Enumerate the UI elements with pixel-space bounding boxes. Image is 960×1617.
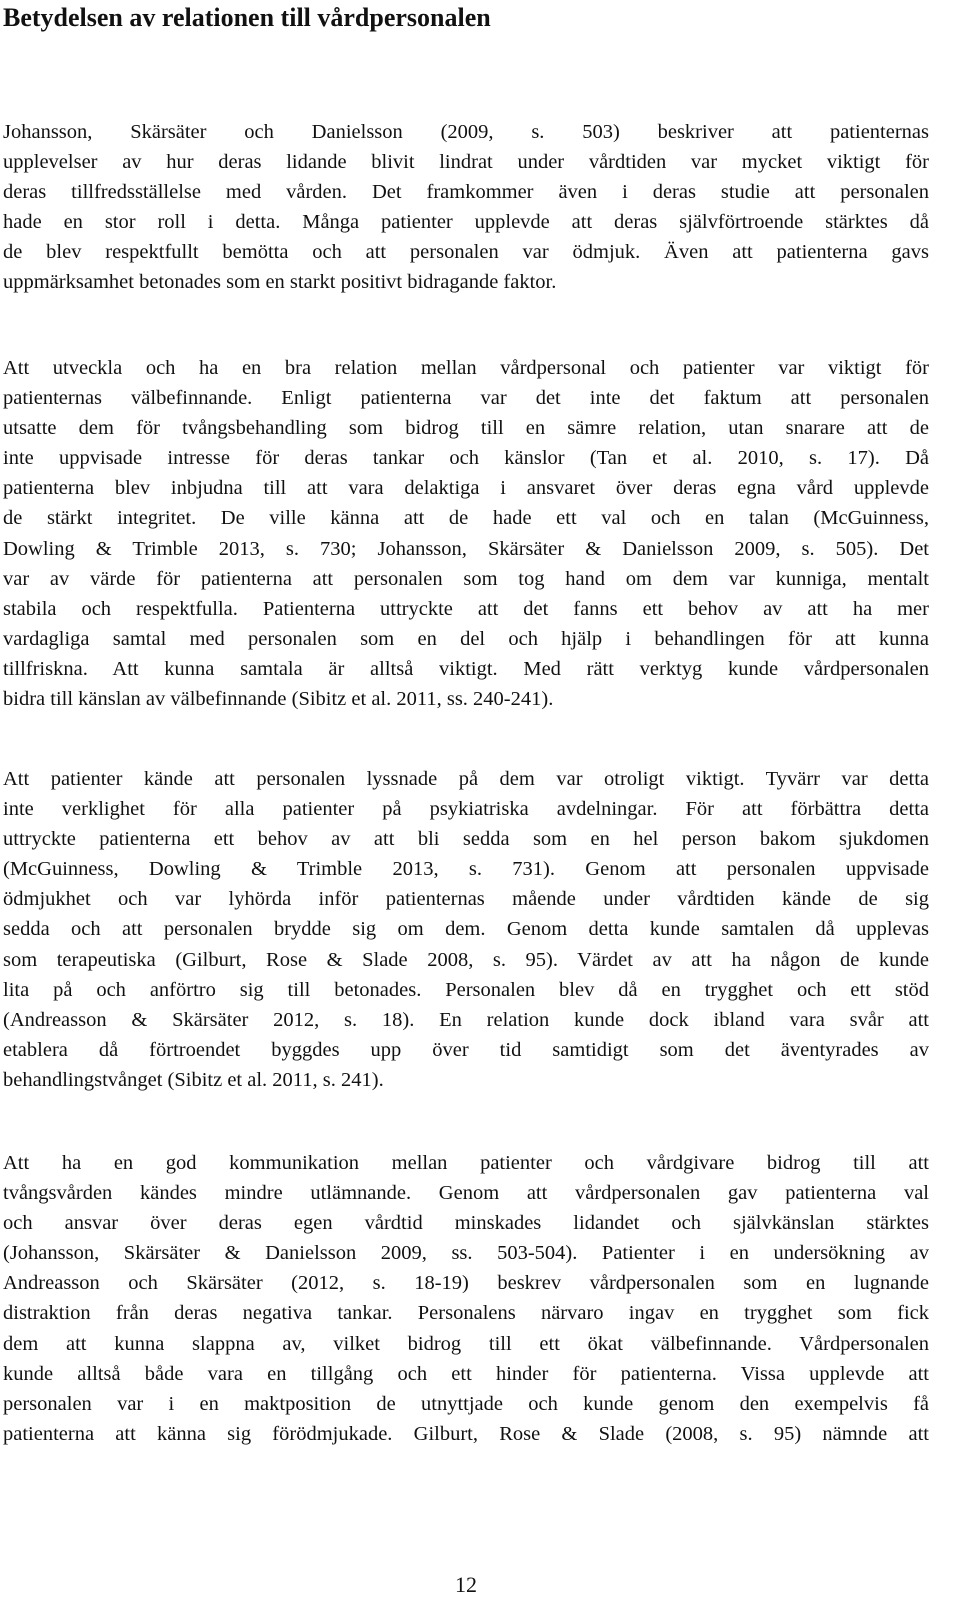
text-line: inte verklighet för alla patienter på psykiatriska avdelningar. För att förbättra detta (3, 798, 929, 821)
text-line: vardagliga samtal med personalen som en del och hjälp i behandlingen för att kunna (3, 627, 929, 650)
text-line: de blev respektfullt bemötta och att personalen var ödmjuk. Även att patienterna gavs (3, 241, 929, 264)
paragraph-4 (3, 1148, 929, 1449)
text-line: patienterna blev inbjudna till att vara delaktiga i ansvaret över deras egna vård upplevde (3, 477, 929, 500)
paragraph-3 (3, 764, 929, 1095)
text-line: hade en stor roll i detta. Många patienter upplevde att deras självförtroende stärktes då (3, 211, 929, 234)
text-line: patienternas välbefinnande. Enligt patienterna var det inte det faktum att personalen (3, 387, 929, 410)
text-line: personalen var i en maktposition de utnyttjade och kunde genom den exempelvis få (3, 1392, 929, 1415)
paragraph-2 (3, 353, 929, 714)
text-line: Att utveckla och ha en bra relation mellan vårdpersonal och patienter var viktigt för (3, 357, 929, 379)
paragraph-1 (3, 117, 929, 298)
text-line: Att ha en god kommunikation mellan patienter och vårdgivare bidrog till att (3, 1152, 929, 1174)
text-line: behandlingstvånget (Sibitz et al. 2011, s. 241). (3, 1068, 384, 1091)
text-line: patienterna att känna sig förödmjukade. Gilburt, Rose & Slade (2008, s. 95) nämnde att (3, 1422, 929, 1445)
text-line: uppmärksamhet betonades som en starkt positivt bidragande faktor. (3, 271, 557, 294)
text-line: etablera då förtroendet byggdes upp över tid samtidigt som det äventyrades av (3, 1038, 929, 1061)
text-line: (Andreasson & Skärsäter 2012, s. 18). En relation kunde dock ibland vara svår att (3, 1008, 929, 1031)
text-line: (McGuinness, Dowling & Trimble 2013, s. 731). Genom att personalen uppvisade (3, 858, 929, 881)
text-line: dem att kunna slappna av, vilket bidrog till ett ökat välbefinnande. Vårdpersonalen (3, 1332, 929, 1355)
text-line: deras tillfredsställelse med vården. Det framkommer även i deras studie att personalen (3, 181, 929, 204)
text-line: lita på och anförtro sig till betonades. Personalen blev då en trygghet och ett stöd (3, 978, 929, 1001)
text-line: Andreasson och Skärsäter (2012, s. 18-19) beskrev vårdpersonalen som en lugnande (3, 1272, 929, 1295)
text-line: stabila och respektfulla. Patienterna uttryckte att det fanns ett behov av att ha mer (3, 597, 929, 620)
text-line: sedda och att personalen brydde sig om dem. Genom detta kunde samtalen då upplevas (3, 918, 929, 941)
text-line: upplevelser av hur deras lidande blivit lindrat under vårdtiden var mycket viktigt för (3, 151, 929, 174)
section-heading: Betydelsen av relationen till vårdpersonalen (3, 3, 491, 32)
text-line: inte uppvisade intresse för deras tankar och känslor (Tan et al. 2010, s. 17). Då (3, 447, 929, 470)
text-line: de stärkt integritet. De ville känna att de hade ett val och en talan (McGuinness, (3, 507, 929, 530)
text-line: Johansson, Skärsäter och Danielsson (2009, s. 503) beskriver att patienternas (3, 121, 929, 143)
text-line: var av värde för patienterna att personalen som tog hand om dem var kunniga, mentalt (3, 567, 929, 590)
text-line: (Johansson, Skärsäter & Danielsson 2009, ss. 503-504). Patienter i en undersökning av (3, 1242, 929, 1265)
text-line: tvångsvården kändes mindre utlämnande. Genom att vårdpersonalen gav patienterna val (3, 1182, 929, 1205)
text-line: som terapeutiska (Gilburt, Rose & Slade 2008, s. 95). Värdet av att ha någon de kunde (3, 948, 929, 971)
text-line: och ansvar över deras egen vårdtid minskades lidandet och självkänslan stärktes (3, 1212, 929, 1235)
text-line: tillfriskna. Att kunna samtala är alltså viktigt. Med rätt verktyg kunde vårdpersonalen (3, 657, 929, 680)
text-line: bidra till känslan av välbefinnande (Sibitz et al. 2011, ss. 240-241). (3, 688, 554, 711)
text-line: utsatte dem för tvångsbehandling som bidrog till en sämre relation, utan snarare att de (3, 417, 929, 440)
text-line: kunde alltså både vara en tillgång och ett hinder för patienterna. Vissa upplevde att (3, 1362, 929, 1385)
text-line: Dowling & Trimble 2013, s. 730; Johansson, Skärsäter & Danielsson 2009, s. 505). Det (3, 537, 929, 560)
text-line: ödmjukhet och var lyhörda inför patienternas mående under vårdtiden kände de sig (3, 888, 929, 911)
text-line: Att patienter kände att personalen lyssnade på dem var otroligt viktigt. Tyvärr var detta (3, 768, 929, 790)
text-line: distraktion från deras negativa tankar. Personalens närvaro ingav en trygghet som fick (3, 1302, 929, 1325)
page-number: 12 (455, 1572, 477, 1597)
text-line: uttryckte patienterna ett behov av att bli sedda som en hel person bakom sjukdomen (3, 828, 929, 851)
